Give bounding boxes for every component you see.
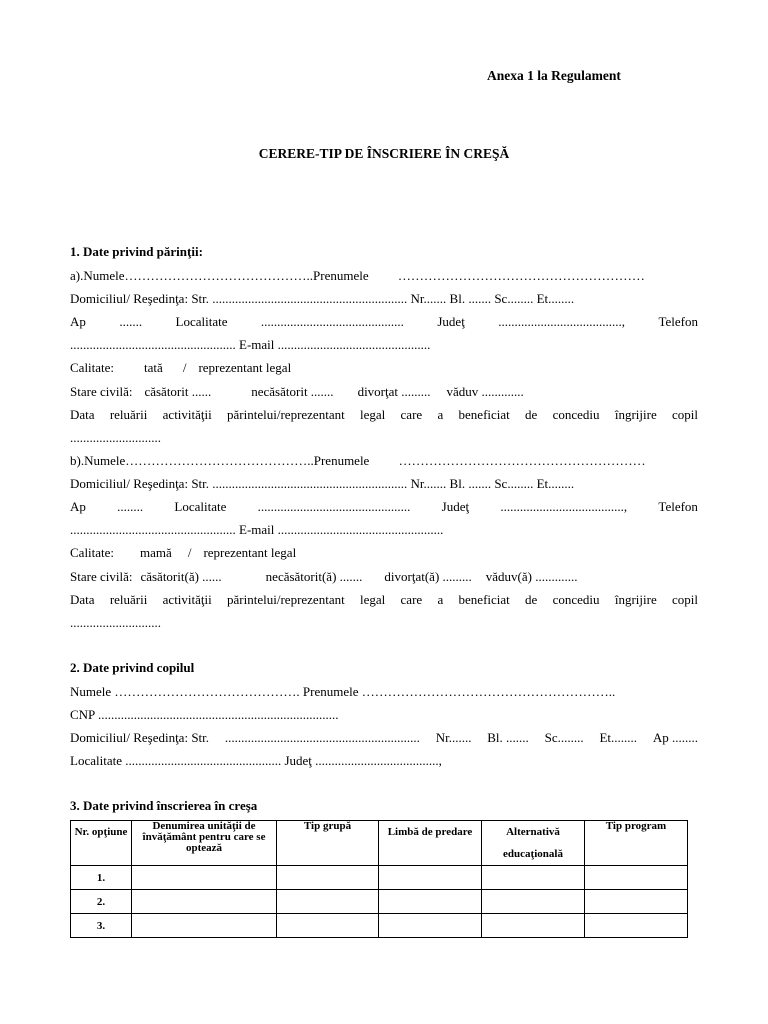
parent-a-civil-status-line: Stare civilă: căsătorit ...... necăsătorit ....... divorţat ......... văduv ............. (70, 384, 524, 399)
col-header-program-type: Tip program (585, 821, 688, 866)
col-header-group-type: Tip grupă (277, 821, 379, 866)
program-type-cell[interactable] (585, 914, 688, 938)
parent-b-quality-line: Calitate: mamă / reprezentant legal (70, 545, 297, 560)
row-number: 3. (71, 914, 132, 938)
form-title: CERERE-TIP DE ÎNSCRIERE ÎN CREŞĂ (258, 146, 510, 161)
language-cell[interactable] (379, 890, 482, 914)
table-row (71, 914, 688, 938)
child-locality-line: Localitate ................................................ Judeţ ......................................, (70, 753, 442, 768)
col-header-option-no: Nr. opţiune (71, 821, 132, 866)
group-type-cell[interactable] (277, 890, 379, 914)
program-type-cell[interactable] (585, 866, 688, 890)
group-type-cell[interactable] (277, 866, 379, 890)
parent-b-civil-status-line: Stare civilă: căsătorit(ă) ...... necăsătorit(ă) ....... divorţat(ă) ......... văduv(ă) ............. (70, 569, 578, 584)
parent-a-locality-line: Ap ....... Localitate ............................................ Judeţ ......................................, Telefon (70, 314, 698, 329)
parent-a-address-line: Domiciliul/ Reşedinţa: Str. ............................................................ Nr....... Bl. ....... Sc........ Et........ (70, 291, 575, 306)
parent-b-address-line: Domiciliul/ Reşedinţa: Str. ............................................................ Nr....... Bl. ....... Sc........ Et........ (70, 476, 575, 491)
table-row (71, 866, 688, 890)
group-type-cell[interactable] (277, 914, 379, 938)
alternative-cell[interactable] (482, 866, 585, 890)
language-cell[interactable] (379, 866, 482, 890)
alternative-cell[interactable] (482, 890, 585, 914)
parent-a-phone-email-line: ................................................... E-mail ............................................... (70, 337, 431, 352)
parent-a-resume-date-dots: ............................ (70, 430, 161, 445)
child-name-line: Numele ……………………………………. Prenumele ………………………………………………….. (70, 684, 616, 699)
program-type-cell[interactable] (585, 890, 688, 914)
section3-heading: 3. Date privind înscrierea în creşa (70, 798, 258, 813)
parent-a-name-line: a).Numele……………………………………..Prenumele ………………………………………………… (70, 268, 645, 283)
institution-cell[interactable] (132, 914, 277, 938)
parent-b-name-line: b).Numele……………………………………..Prenumele ………………………………………………… (70, 453, 646, 468)
institution-cell[interactable] (132, 866, 277, 890)
parent-b-locality-line: Ap ........ Localitate ............................................... Judeţ ......................................, Telefon (70, 499, 698, 514)
annex-label: Anexa 1 la Regulament (487, 68, 621, 83)
section1-heading: 1. Date privind părinţii: (70, 244, 203, 259)
table-row (71, 890, 688, 914)
col-header-institution: Denumirea unităţii de învăţământ pentru care se optează (132, 821, 277, 866)
parent-b-resume-date-dots: ............................ (70, 615, 161, 630)
parent-a-resume-date-line: Data reluării activităţii părintelui/reprezentant legal care a beneficiat de concediu îngrijire copil (70, 407, 698, 422)
options-table (70, 820, 688, 938)
row-number: 2. (71, 890, 132, 914)
institution-cell[interactable] (132, 890, 277, 914)
section2-heading: 2. Date privind copilul (70, 660, 195, 675)
row-number: 1. (71, 866, 132, 890)
parent-b-resume-date-line: Data reluării activităţii părintelui/reprezentant legal care a beneficiat de concediu îngrijire copil (70, 592, 698, 607)
language-cell[interactable] (379, 914, 482, 938)
alternative-cell[interactable] (482, 914, 585, 938)
col-header-language: Limbă de predare (379, 821, 482, 866)
col-header-alternative: Alternativă educaţională (482, 821, 585, 866)
child-cnp-line: CNP .......................................................................... (70, 707, 339, 722)
parent-a-quality-line: Calitate: tată / reprezentant legal (70, 360, 292, 375)
parent-b-phone-email-line: ................................................... E-mail ................................................... (70, 522, 444, 537)
child-address-line: Domiciliul/ Reşedinţa: Str. ............................................................ Nr....... Bl. ....... Sc........ Et........ Ap ........ (70, 730, 698, 745)
options-table-header (71, 821, 688, 866)
